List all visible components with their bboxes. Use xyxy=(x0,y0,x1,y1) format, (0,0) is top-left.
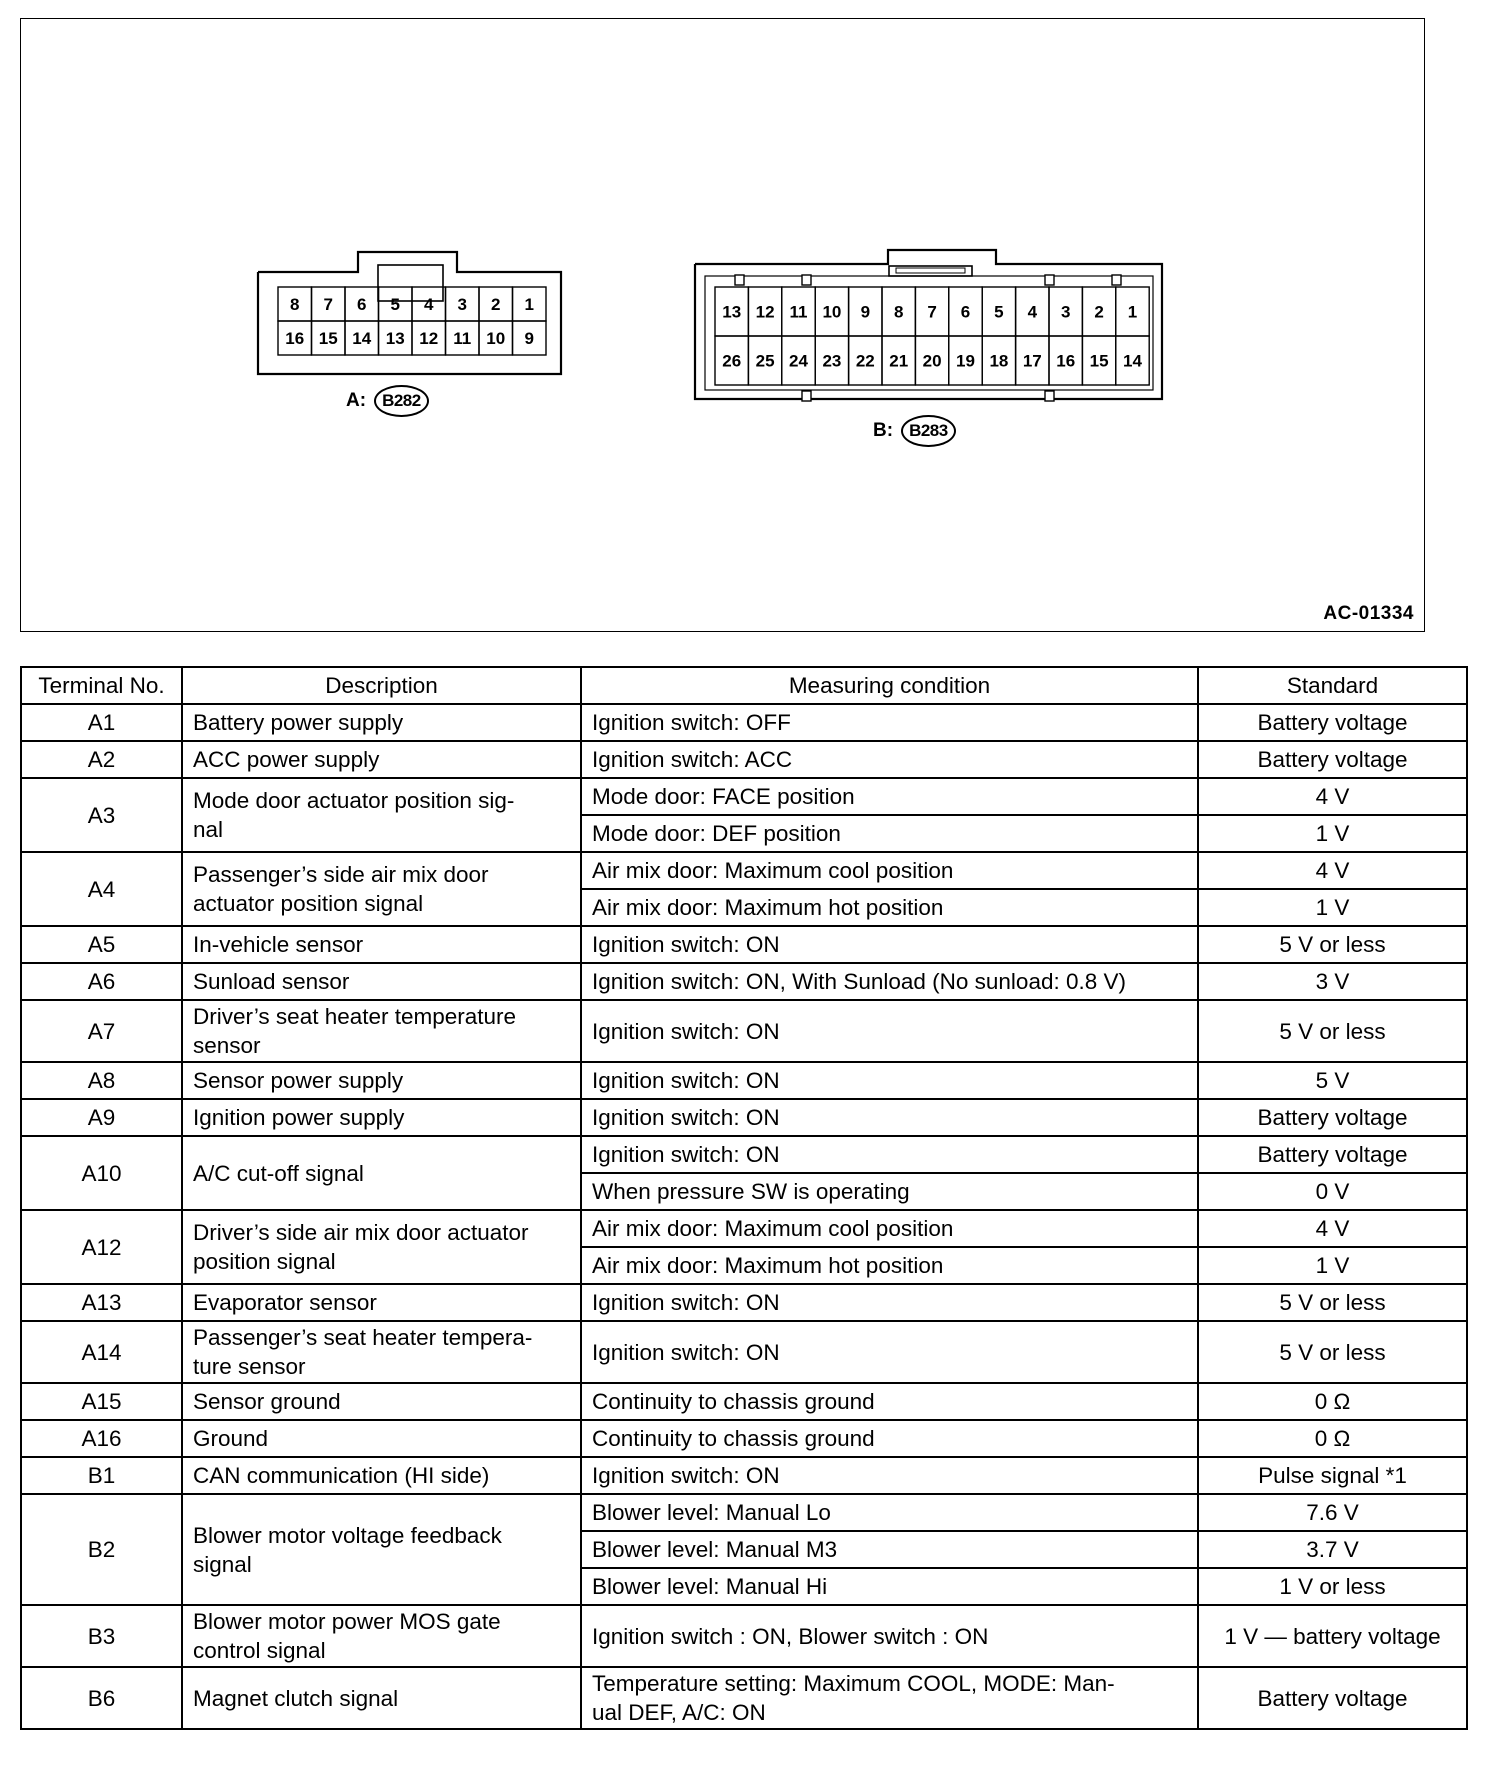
standard-cell: 4 V xyxy=(1198,778,1467,815)
measuring-condition-cell: Ignition switch: ON, With Sunload (No sunload: 0.8 V) xyxy=(581,963,1198,1000)
connector-b-pin-label: 24 xyxy=(789,351,808,371)
connector-b-pin-label: 23 xyxy=(822,351,842,371)
standard-cell: Battery voltage xyxy=(1198,1667,1467,1729)
table-row xyxy=(21,1667,1467,1729)
description-cell: Sensor power supply xyxy=(182,1062,581,1099)
description-cell: Sunload sensor xyxy=(182,963,581,1000)
standard-cell: 7.6 V xyxy=(1198,1494,1467,1531)
connector-b-pin-label: 14 xyxy=(1123,351,1142,371)
connector-b-pin-label: 26 xyxy=(722,351,742,371)
table-body xyxy=(21,704,1467,1729)
table-row xyxy=(21,1605,1467,1667)
measuring-condition-cell: Air mix door: Maximum hot position xyxy=(581,1247,1198,1284)
measuring-condition-cell: Continuity to chassis ground xyxy=(581,1383,1198,1420)
table-row xyxy=(21,1494,1467,1531)
description-cell: Battery power supply xyxy=(182,704,581,741)
connector-b-pin-label: 11 xyxy=(789,302,808,322)
table-row xyxy=(21,704,1467,741)
table-row xyxy=(21,1000,1467,1062)
connector-b-pin-label: 25 xyxy=(755,351,775,371)
terminal-no-cell: A2 xyxy=(21,741,182,778)
standard-cell: 5 V or less xyxy=(1198,1000,1467,1062)
measuring-condition-cell: Continuity to chassis ground xyxy=(581,1420,1198,1457)
terminal-no-cell: A16 xyxy=(21,1420,182,1457)
connector-b-pin-label: 19 xyxy=(956,351,975,371)
terminal-no-cell: A15 xyxy=(21,1383,182,1420)
connector-b-prefix: B: xyxy=(873,420,894,441)
terminal-no-cell: A1 xyxy=(21,704,182,741)
measuring-condition-cell: Ignition switch: ON xyxy=(581,1000,1198,1062)
table-row xyxy=(21,852,1467,889)
standard-cell: 3.7 V xyxy=(1198,1531,1467,1568)
standard-cell: 0 Ω xyxy=(1198,1420,1467,1457)
standard-cell: Pulse signal *1 xyxy=(1198,1457,1467,1494)
connector-a-pin-label: 6 xyxy=(357,295,367,314)
connector-b-tab xyxy=(802,391,811,401)
connector-b-tab xyxy=(1045,391,1054,401)
measuring-condition-cell: When pressure SW is operating xyxy=(581,1173,1198,1210)
terminal-no-cell: A9 xyxy=(21,1099,182,1136)
description-cell: Passenger’s side air mix door actuator position signal xyxy=(182,852,581,926)
connector-a-pin-label: 9 xyxy=(524,329,534,348)
standard-cell: 0 Ω xyxy=(1198,1383,1467,1420)
standard-cell: 5 V or less xyxy=(1198,1284,1467,1321)
table-row xyxy=(21,1321,1467,1383)
connector-b-pin-label: 2 xyxy=(1094,302,1104,322)
connector-b-pin-label: 15 xyxy=(1089,351,1109,371)
standard-cell: 1 V xyxy=(1198,815,1467,852)
connector-a-pin-label: 3 xyxy=(457,295,467,314)
measuring-condition-cell: Mode door: FACE position xyxy=(581,778,1198,815)
header-standard: Standard xyxy=(1198,667,1467,704)
terminal-no-cell: A10 xyxy=(21,1136,182,1210)
terminal-no-cell: A4 xyxy=(21,852,182,926)
description-cell: Magnet clutch signal xyxy=(182,1667,581,1729)
connector-a-pin-label: 4 xyxy=(424,295,434,314)
table-row xyxy=(21,1383,1467,1420)
connector-b-label xyxy=(873,415,956,447)
table-row xyxy=(21,1062,1467,1099)
connector-a-pin-label: 16 xyxy=(285,329,305,348)
description-cell: Blower motor voltage feedback signal xyxy=(182,1494,581,1605)
connector-a-id: B282 xyxy=(374,385,429,417)
connector-b-pin-label: 1 xyxy=(1127,302,1138,322)
table-row xyxy=(21,741,1467,778)
measuring-condition-cell: Ignition switch: OFF xyxy=(581,704,1198,741)
table-header-row xyxy=(21,667,1467,704)
description-cell: Ground xyxy=(182,1420,581,1457)
standard-cell: Battery voltage xyxy=(1198,741,1467,778)
description-cell: A/C cut-off signal xyxy=(182,1136,581,1210)
measuring-condition-cell: Ignition switch: ON xyxy=(581,1136,1198,1173)
header-measuring-condition: Measuring condition xyxy=(581,667,1198,704)
table-row xyxy=(21,963,1467,1000)
terminal-no-cell: B6 xyxy=(21,1667,182,1729)
header-terminal-no: Terminal No. xyxy=(21,667,182,704)
description-cell: In-vehicle sensor xyxy=(182,926,581,963)
measuring-condition-cell: Ignition switch: ON xyxy=(581,1321,1198,1383)
table-row xyxy=(21,1284,1467,1321)
connector-b-inner xyxy=(705,276,1153,390)
description-cell: Passenger’s seat heater tempera- ture sensor xyxy=(182,1321,581,1383)
connector-b-pin-label: 16 xyxy=(1056,351,1076,371)
standard-cell: 1 V xyxy=(1198,889,1467,926)
terminal-no-cell: B2 xyxy=(21,1494,182,1605)
terminal-no-cell: A3 xyxy=(21,778,182,852)
standard-cell: 5 V or less xyxy=(1198,1321,1467,1383)
figure-code: AC-01334 xyxy=(1323,603,1414,624)
measuring-condition-cell: Air mix door: Maximum hot position xyxy=(581,889,1198,926)
description-cell: Ignition power supply xyxy=(182,1099,581,1136)
terminal-no-cell: A6 xyxy=(21,963,182,1000)
connector-a-pin-label: 11 xyxy=(453,329,472,348)
connector-b-pin-label: 18 xyxy=(989,351,1009,371)
connector-a-prefix: A: xyxy=(346,390,367,411)
measuring-condition-cell: Temperature setting: Maximum COOL, MODE: Man- ual DEF, A/C: ON xyxy=(581,1667,1198,1729)
terminal-no-cell: A5 xyxy=(21,926,182,963)
measuring-condition-cell: Blower level: Manual Hi xyxy=(581,1568,1198,1605)
connector-a-pin-label: 13 xyxy=(385,329,405,348)
standard-cell: 0 V xyxy=(1198,1173,1467,1210)
connector-figure xyxy=(20,18,1425,632)
connector-b-pin-label: 22 xyxy=(855,351,875,371)
terminal-no-cell: A12 xyxy=(21,1210,182,1284)
description-cell: CAN communication (HI side) xyxy=(182,1457,581,1494)
standard-cell: 5 V or less xyxy=(1198,926,1467,963)
table-row xyxy=(21,926,1467,963)
description-cell: Sensor ground xyxy=(182,1383,581,1420)
standard-cell: 4 V xyxy=(1198,1210,1467,1247)
measuring-condition-cell: Air mix door: Maximum cool position xyxy=(581,1210,1198,1247)
table-row xyxy=(21,1099,1467,1136)
connector-b-tab xyxy=(802,275,811,285)
connector-b-pin-label: 7 xyxy=(927,302,937,322)
terminal-no-cell: A13 xyxy=(21,1284,182,1321)
standard-cell: 5 V xyxy=(1198,1062,1467,1099)
connector-a-pin-label: 5 xyxy=(390,295,400,314)
measuring-condition-cell: Ignition switch: ON xyxy=(581,926,1198,963)
measuring-condition-cell: Ignition switch: ON xyxy=(581,1062,1198,1099)
header-description: Description xyxy=(182,667,581,704)
connector-a-pin-label: 14 xyxy=(352,329,372,348)
connector-diagram xyxy=(21,19,1426,633)
connector-b-tab xyxy=(735,275,744,285)
connector-b-latch xyxy=(896,268,965,273)
description-cell: Evaporator sensor xyxy=(182,1284,581,1321)
connector-b-pin-label: 3 xyxy=(1060,302,1071,322)
connector-b-pin-label: 9 xyxy=(860,302,871,322)
connector-b-pin-label: 8 xyxy=(893,302,904,322)
standard-cell: Battery voltage xyxy=(1198,1099,1467,1136)
standard-cell: 1 V xyxy=(1198,1247,1467,1284)
standard-cell: 3 V xyxy=(1198,963,1467,1000)
connector-a-pin-label: 1 xyxy=(524,295,534,314)
description-cell: Blower motor power MOS gate control signal xyxy=(182,1605,581,1667)
standard-cell: 4 V xyxy=(1198,852,1467,889)
measuring-condition-cell: Blower level: Manual Lo xyxy=(581,1494,1198,1531)
table-row xyxy=(21,1420,1467,1457)
table-row xyxy=(21,1136,1467,1173)
connector-a-pin-label: 12 xyxy=(419,329,439,348)
connector-a-pin-label: 2 xyxy=(491,295,501,314)
connector-b-pin-label: 5 xyxy=(994,302,1004,322)
connector-b-pin-label: 17 xyxy=(1022,351,1042,371)
connector-b-tab xyxy=(1112,275,1121,285)
connector-b-housing xyxy=(695,250,1162,399)
measuring-condition-cell: Ignition switch: ON xyxy=(581,1099,1198,1136)
terminal-no-cell: A8 xyxy=(21,1062,182,1099)
measuring-condition-cell: Mode door: DEF position xyxy=(581,815,1198,852)
measuring-condition-cell: Blower level: Manual M3 xyxy=(581,1531,1198,1568)
measuring-condition-cell: Ignition switch: ON xyxy=(581,1457,1198,1494)
measuring-condition-cell: Air mix door: Maximum cool position xyxy=(581,852,1198,889)
connector-b-pin-label: 13 xyxy=(722,302,742,322)
standard-cell: 1 V — battery voltage xyxy=(1198,1605,1467,1667)
standard-cell: 1 V or less xyxy=(1198,1568,1467,1605)
table-row xyxy=(21,778,1467,815)
connector-b-pin-label: 6 xyxy=(960,302,971,322)
connector-a-housing xyxy=(258,252,561,374)
connector-b-tab xyxy=(1045,275,1054,285)
terminal-no-cell: B1 xyxy=(21,1457,182,1494)
terminal-no-cell: A14 xyxy=(21,1321,182,1383)
connector-b-pin-label: 21 xyxy=(889,351,909,371)
description-cell: Driver’s side air mix door actuator position signal xyxy=(182,1210,581,1284)
description-cell: ACC power supply xyxy=(182,741,581,778)
connector-a-pin-label: 7 xyxy=(323,295,333,314)
table-row xyxy=(21,1457,1467,1494)
measuring-condition-cell: Ignition switch: ON xyxy=(581,1284,1198,1321)
connector-b-pin-label: 12 xyxy=(755,302,775,322)
measuring-condition-cell: Ignition switch : ON, Blower switch : ON xyxy=(581,1605,1198,1667)
connector-b-id: B283 xyxy=(901,415,956,447)
connector-a-pin-label: 15 xyxy=(318,329,338,348)
connector-b-pin-label: 4 xyxy=(1027,302,1038,322)
standard-cell: Battery voltage xyxy=(1198,1136,1467,1173)
table-row xyxy=(21,1210,1467,1247)
connector-b-pin-label: 10 xyxy=(822,302,842,322)
description-cell: Driver’s seat heater temperature sensor xyxy=(182,1000,581,1062)
standard-cell: Battery voltage xyxy=(1198,704,1467,741)
terminal-no-cell: A7 xyxy=(21,1000,182,1062)
measuring-condition-cell: Ignition switch: ACC xyxy=(581,741,1198,778)
connector-b-pin-label: 20 xyxy=(922,351,942,371)
connector-a-label xyxy=(346,385,429,417)
terminal-spec-table xyxy=(20,666,1468,1730)
terminal-no-cell: B3 xyxy=(21,1605,182,1667)
connector-a-pin-label: 8 xyxy=(290,295,300,314)
connector-a-pin-label: 10 xyxy=(486,329,506,348)
description-cell: Mode door actuator position sig- nal xyxy=(182,778,581,852)
